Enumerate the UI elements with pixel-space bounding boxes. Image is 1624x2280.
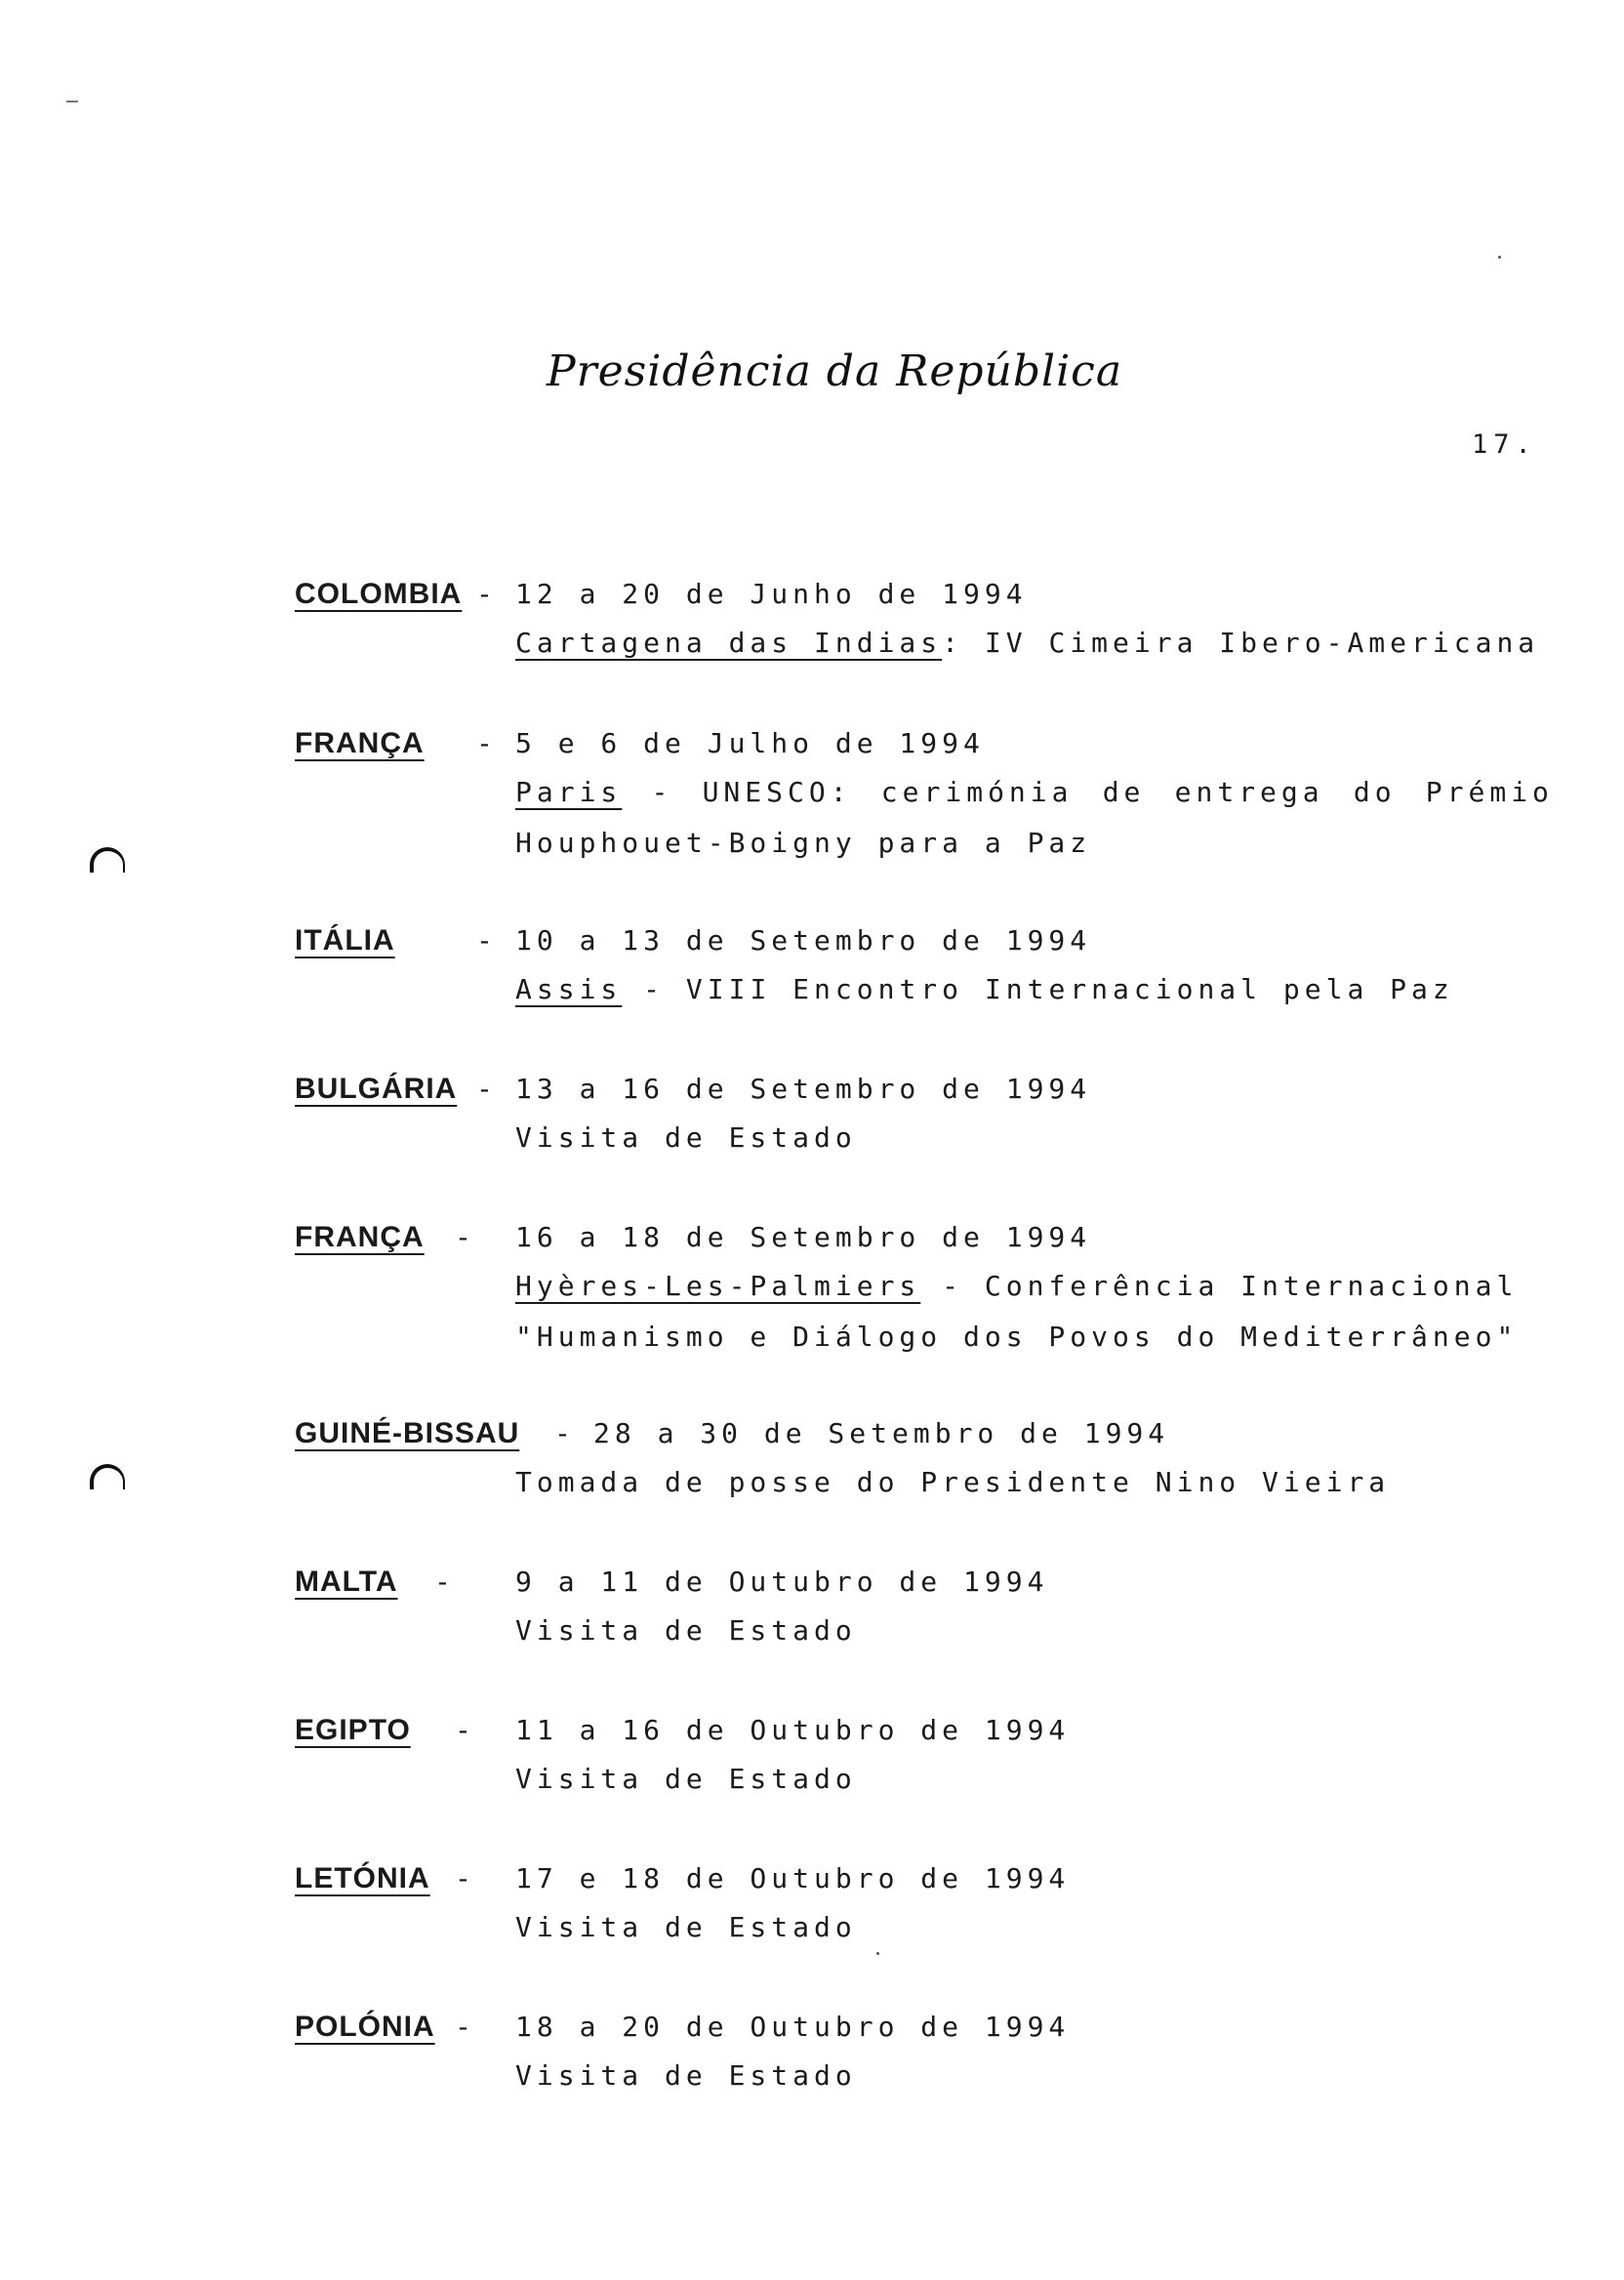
country-name: GUINÉ-BISSAU [295,1417,520,1449]
visit-description: - VIII Encontro Internacional pela Paz [622,973,1454,1005]
visit-description: Visita de Estado [515,1911,857,1943]
binder-hole-mark [90,847,125,873]
page-number: 17. [1472,429,1537,460]
separator-dash: - [455,2011,471,2043]
visit-date: 11 a 16 de Outubro de 1994 [515,1714,1071,1746]
visit-date: 12 a 20 de Junho de 1994 [515,578,1028,610]
visit-description: Visita de Estado [515,2059,857,2092]
country-name: ITÁLIA [295,924,395,957]
country-name: COLOMBIA [295,578,463,610]
visit-date: 18 a 20 de Outubro de 1994 [515,2011,1071,2043]
visit-place: Assis [515,973,623,1005]
separator-dash: - [476,578,493,610]
visit-detail [515,627,1539,659]
detail-word: UNESCO: [702,776,852,808]
detail-word: Prémio [1425,776,1554,808]
visit-place: Paris [515,776,623,808]
visit-date: 10 a 13 de Setembro de 1994 [515,924,1092,957]
visit-date: 28 a 30 de Setembro de 1994 [593,1417,1170,1449]
visit-date: 16 a 18 de Setembro de 1994 [515,1221,1092,1253]
separator-dash: - [455,1714,471,1746]
visit-description: : IV Cimeira Ibero-Americana [942,627,1540,659]
letterhead-signature: Presidência da República [547,346,1123,396]
detail-word: - [651,776,673,808]
country-name: FRANÇA [295,1221,425,1253]
detail-word: de [1102,776,1146,808]
visit-detail [515,973,1454,1005]
country-name: LETÓNIA [295,1862,430,1894]
visit-detail [515,776,1554,808]
scan-speck [1498,256,1501,259]
separator-dash: - [476,727,493,759]
separator-dash: - [455,1221,471,1253]
visit-description: Visita de Estado [515,1614,857,1647]
visit-date: 5 e 6 de Julho de 1994 [515,727,985,759]
separator-dash: - [455,1862,471,1894]
visit-date: 13 a 16 de Setembro de 1994 [515,1073,1092,1105]
country-name: EGIPTO [295,1714,411,1746]
detail-word: entrega [1174,776,1324,808]
visit-description: Tomada de posse do Presidente Nino Vieira [515,1466,1391,1498]
separator-dash: - [476,1073,493,1105]
detail-word: do [1353,776,1397,808]
separator-dash: - [554,1417,571,1449]
country-name: BULGÁRIA [295,1073,458,1105]
visit-date: 9 a 11 de Outubro de 1994 [515,1566,1049,1598]
visit-description: Visita de Estado [515,1763,857,1795]
visit-detail-continued: "Humanismo e Diálogo dos Povos do Mediterrâneo" [515,1321,1519,1353]
separator-dash: - [476,924,493,957]
separator-dash: - [434,1566,451,1598]
detail-word: cerimónia [880,776,1074,808]
country-name: FRANÇA [295,727,425,759]
visit-detail-continued: Houphouet-Boigny para a Paz [515,827,1092,859]
visit-description: Visita de Estado [515,1121,857,1154]
binder-hole-mark [90,1464,125,1489]
country-name: MALTA [295,1566,398,1598]
visit-place: Cartagena das Indias [515,627,943,659]
scan-speck [66,101,78,102]
visit-date: 17 e 18 de Outubro de 1994 [515,1862,1071,1894]
visit-description: - Conferência Internacional [920,1270,1519,1302]
visit-detail [515,1270,1518,1302]
visit-place: Hyères-Les-Palmiers [515,1270,921,1302]
scan-speck [876,1952,879,1955]
country-name: POLÓNIA [295,2011,435,2043]
